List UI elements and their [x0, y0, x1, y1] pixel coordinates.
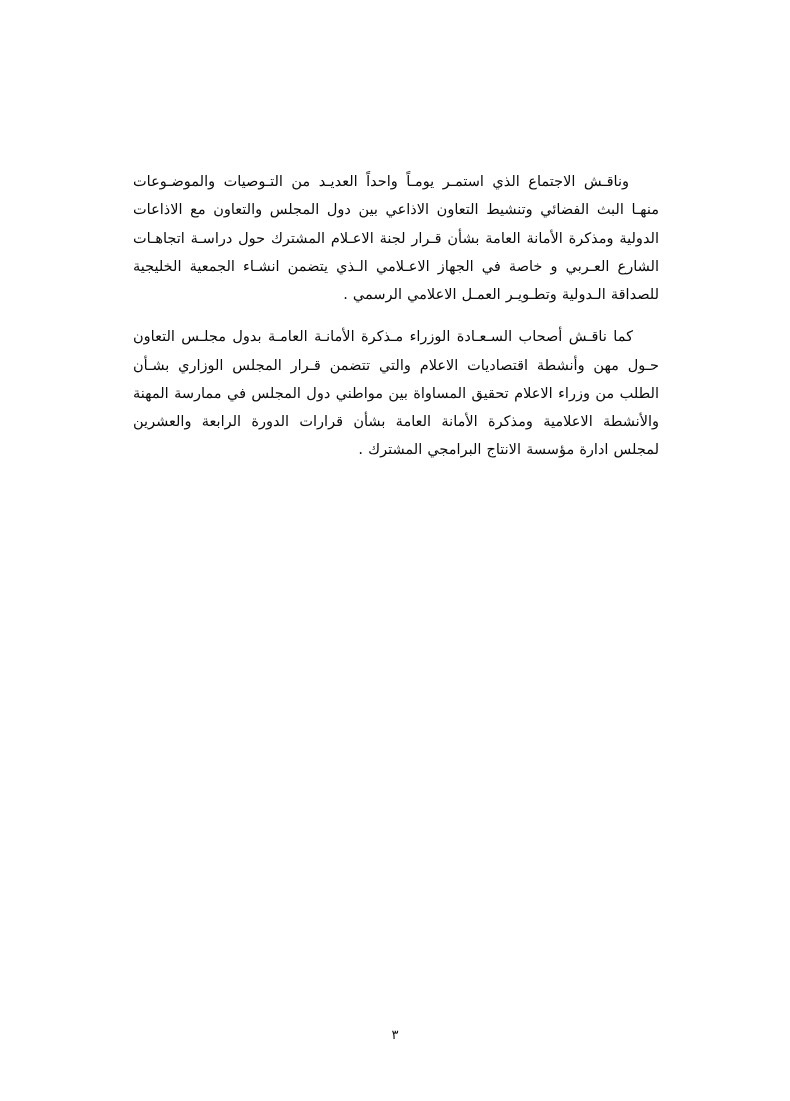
paragraph-1: وناقـش الاجتماع الذي استمـر يومـاً واحداً العديـد من التـوصيات والموضـوعات منهـا البث الفضائي وتنشيط التعاون الاذاعي بين دول المجلس والتعاون مع الاذاعات الدولية ومذكرة الأمانة العامة بشأن قـرار لجنة الاعـلام المشترك حول دراسـة اتجاهـات الشارع العـربي و خاصة في الجهاز الاعـلامي الـذي يتضمن انشـاء الجمعية الخليجية للصداقة الـدولية وتطـويـر العمـل الاعلامي الرسمي . — [133, 174, 659, 304]
page-number: ٣ — [391, 1028, 399, 1043]
page-body — [133, 168, 659, 471]
paragraph-2: كما ناقـش أصحاب السـعـادة الوزراء مـذكرة الأمانـة العامـة بدول مجلـس التعاون حـول مهن وأنشطة اقتصاديات الاعلام والتي تتضمن قـرار المجلس الوزاري بشـأن الطلب من وزراء الاعلام تحقيق المساواة بين مواطني دول المجلس في ممارسة المهنة والأنشطة الاعلامية ومذكرة الأمانة العامة بشأن قرارات الدورة الرابعة والعشرين لمجلس ادارة مؤسسة الانتاج البرامجي المشترك . — [133, 329, 659, 459]
